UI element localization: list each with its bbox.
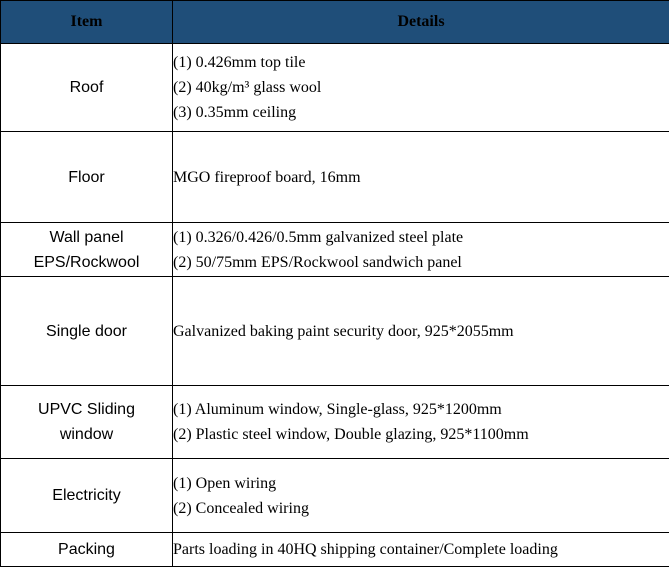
detail-line: (2) 50/75mm EPS/Rockwool sandwich panel — [173, 250, 669, 275]
detail-line: MGO fireproof board, 16mm — [173, 165, 669, 190]
row-details-packing — [173, 533, 669, 567]
row-details-single-door — [173, 277, 669, 386]
detail-line: (1) Aluminum window, Single-glass, 925*1200mm — [173, 397, 669, 422]
item-line: UPVC Sliding — [1, 397, 172, 422]
item-line: EPS/Rockwool — [1, 250, 172, 275]
table-row — [1, 459, 669, 533]
row-item-floor — [1, 132, 173, 223]
detail-line: (1) 0.426mm top tile — [173, 50, 669, 75]
detail-line: (2) 40kg/m³ glass wool — [173, 75, 669, 100]
detail-line: Galvanized baking paint security door, 925*2055mm — [173, 319, 669, 344]
item-line: Floor — [1, 165, 172, 190]
detail-line: (2) Concealed wiring — [173, 496, 669, 521]
row-details-wall-panel — [173, 223, 669, 277]
header-item: Item — [1, 1, 173, 44]
table-row — [1, 533, 669, 567]
detail-line: (1) 0.326/0.426/0.5mm galvanized steel plate — [173, 225, 669, 250]
item-line: window — [1, 422, 172, 447]
item-line: Wall panel — [1, 225, 172, 250]
header-details: Details — [173, 1, 669, 44]
row-item-packing — [1, 533, 173, 567]
detail-line: (2) Plastic steel window, Double glazing, 925*1100mm — [173, 422, 669, 447]
row-item-electricity — [1, 459, 173, 533]
row-item-single-door — [1, 277, 173, 386]
table-row — [1, 223, 669, 277]
table-row — [1, 386, 669, 459]
detail-line: (3) 0.35mm ceiling — [173, 100, 669, 125]
item-line: Roof — [1, 75, 172, 100]
row-details-roof — [173, 44, 669, 132]
row-item-upvc-window — [1, 386, 173, 459]
item-line: Single door — [1, 319, 172, 344]
row-details-floor — [173, 132, 669, 223]
table-row — [1, 44, 669, 132]
detail-line: Parts loading in 40HQ shipping container/Complete loading — [173, 537, 669, 562]
item-line: Electricity — [1, 483, 172, 508]
table-row — [1, 277, 669, 386]
row-item-wall-panel — [1, 223, 173, 277]
table-row — [1, 132, 669, 223]
header-row — [1, 1, 669, 44]
row-details-upvc-window — [173, 386, 669, 459]
row-item-roof — [1, 44, 173, 132]
detail-line: (1) Open wiring — [173, 471, 669, 496]
item-line: Packing — [1, 537, 172, 562]
row-details-electricity — [173, 459, 669, 533]
